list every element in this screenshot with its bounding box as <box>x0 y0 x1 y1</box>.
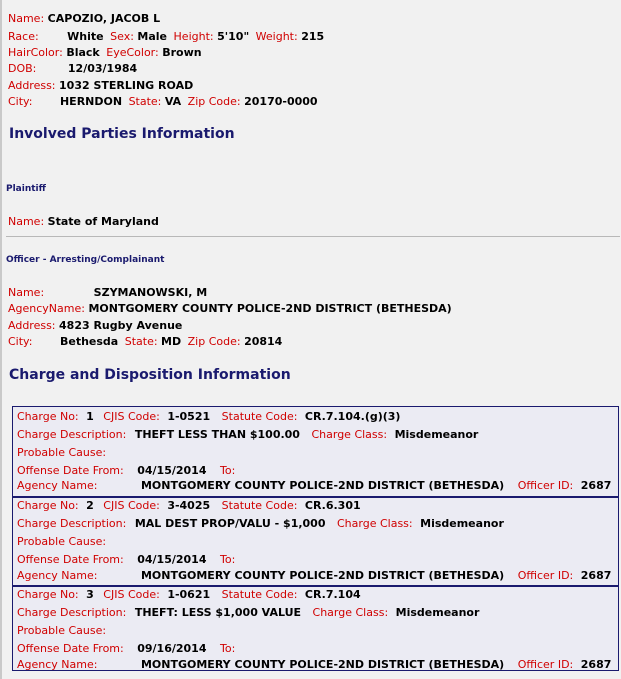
height-label: Height: <box>173 30 214 43</box>
agency-row <box>17 658 611 671</box>
defendant-dob-row <box>8 62 137 75</box>
sex-label: Sex: <box>110 30 134 43</box>
agency-label: Agency Name: <box>17 569 98 582</box>
statute-label: Statute Code: <box>221 499 298 512</box>
officer-name-label: Name: <box>8 286 45 299</box>
offense-from: 09/16/2014 <box>137 642 207 655</box>
charge-header-row <box>17 410 400 423</box>
officer-city-row <box>8 335 282 348</box>
zip-value: 20170-0000 <box>244 95 318 108</box>
officer-agency: MONTGOMERY COUNTY POLICE-2ND DISTRICT (BETHESDA) <box>88 302 452 315</box>
agency-label: Agency Name: <box>17 479 98 492</box>
charge-description: THEFT: LESS $1,000 VALUE <box>134 606 302 619</box>
officer-address-label: Address: <box>8 319 56 332</box>
charge-description-row <box>17 428 478 441</box>
offense-from-label: Offense Date From: <box>17 642 124 655</box>
agency-name: MONTGOMERY COUNTY POLICE-2ND DISTRICT (BETHESDA) <box>140 658 505 671</box>
charge-class: Misdemeanor <box>395 606 480 619</box>
offense-to-label: To: <box>219 642 236 655</box>
height-value: 5'10" <box>217 30 250 43</box>
eye-value: Brown <box>162 46 202 59</box>
probable-cause-label: Probable Cause: <box>17 535 107 548</box>
defendant-race-row <box>8 30 324 43</box>
offense-from-label: Offense Date From: <box>17 553 124 566</box>
divider <box>6 236 620 237</box>
officer-city-label: City: <box>8 335 33 348</box>
statute-code: CR.7.104.(g)(3) <box>304 410 401 423</box>
officer-id: 2687 <box>580 479 612 492</box>
charge-record <box>13 496 618 585</box>
officer-heading: Officer - Arresting/Complainant <box>6 255 165 265</box>
officer-id-label: Officer ID: <box>517 569 574 582</box>
description-label: Charge Description: <box>17 428 127 441</box>
charges-table <box>12 406 619 671</box>
description-label: Charge Description: <box>17 606 127 619</box>
charge-class: Misdemeanor <box>394 428 479 441</box>
officer-agency-row <box>8 302 452 315</box>
city-value: HERNDON <box>59 95 123 108</box>
charge-no: 2 <box>86 499 94 512</box>
dob-label: DOB: <box>8 62 37 75</box>
offense-to-label: To: <box>219 464 236 477</box>
defendant-address-row <box>8 79 193 92</box>
involved-parties-title: Involved Parties Information <box>9 126 235 142</box>
officer-zip-label: Zip Code: <box>187 335 241 348</box>
officer-zip: 20814 <box>244 335 283 348</box>
plaintiff-name: State of Maryland <box>47 215 159 228</box>
defendant-hair-row <box>8 46 202 59</box>
weight-value: 215 <box>301 30 325 43</box>
race-value: White <box>67 30 104 43</box>
offense-from: 04/15/2014 <box>137 464 207 477</box>
charge-description-row <box>17 517 504 530</box>
charge-no-label: Charge No: <box>17 410 79 423</box>
cjis-code: 1-0521 <box>167 410 211 423</box>
defendant-city-row <box>8 95 318 108</box>
charge-description: THEFT LESS THAN $100.00 <box>134 428 300 441</box>
charges-title: Charge and Disposition Information <box>9 367 291 383</box>
officer-name: SZYMANOWSKI, M <box>93 286 208 299</box>
agency-row <box>17 479 611 492</box>
officer-id: 2687 <box>580 569 612 582</box>
hair-label: HairColor: <box>8 46 63 59</box>
statute-label: Statute Code: <box>221 410 298 423</box>
probable-cause-row <box>17 624 106 637</box>
class-label: Charge Class: <box>311 428 388 441</box>
eye-label: EyeColor: <box>106 46 159 59</box>
charge-no-label: Charge No: <box>17 588 79 601</box>
charge-record <box>13 407 618 496</box>
plaintiff-heading: Plaintiff <box>6 184 46 194</box>
class-label: Charge Class: <box>312 606 389 619</box>
officer-id-label: Officer ID: <box>517 479 574 492</box>
offense-date-row <box>17 553 235 566</box>
probable-cause-label: Probable Cause: <box>17 446 107 459</box>
probable-cause-row <box>17 535 106 548</box>
offense-date-row <box>17 464 235 477</box>
address-label: Address: <box>8 79 56 92</box>
sex-value: Male <box>137 30 168 43</box>
officer-id-label: Officer ID: <box>517 658 574 671</box>
agency-name: MONTGOMERY COUNTY POLICE-2ND DISTRICT (BETHESDA) <box>140 479 505 492</box>
name-label: Name: <box>8 12 45 25</box>
charge-description: MAL DEST PROP/VALU - $1,000 <box>134 517 326 530</box>
cjis-code: 3-4025 <box>167 499 211 512</box>
officer-address-row <box>8 319 182 332</box>
charge-class: Misdemeanor <box>420 517 504 530</box>
charge-no: 1 <box>86 410 94 423</box>
agency-name: MONTGOMERY COUNTY POLICE-2ND DISTRICT (BETHESDA) <box>140 569 505 582</box>
state-label: State: <box>128 95 162 108</box>
charge-no-label: Charge No: <box>17 499 79 512</box>
statute-code: CR.6.301 <box>304 499 361 512</box>
defendant-name-row <box>8 12 160 25</box>
officer-state-label: State: <box>124 335 158 348</box>
agency-label: Agency Name: <box>17 658 98 671</box>
defendant-name: CAPOZIO, JACOB L <box>47 12 161 25</box>
address-value: 1032 STERLING ROAD <box>59 79 194 92</box>
weight-label: Weight: <box>255 30 298 43</box>
zip-label: Zip Code: <box>187 95 241 108</box>
officer-name-row <box>8 286 207 299</box>
charge-record <box>13 585 618 671</box>
charge-description-row <box>17 606 479 619</box>
dob-value: 12/03/1984 <box>67 62 138 75</box>
plaintiff-name-label: Name: <box>8 215 45 228</box>
offense-from: 04/15/2014 <box>137 553 207 566</box>
cjis-label: CJIS Code: <box>103 410 160 423</box>
agency-row <box>17 569 611 582</box>
plaintiff-name-row <box>8 215 159 228</box>
charge-no: 3 <box>86 588 94 601</box>
state-value: VA <box>164 95 182 108</box>
offense-date-row <box>17 642 235 655</box>
description-label: Charge Description: <box>17 517 127 530</box>
race-label: Race: <box>8 30 39 43</box>
probable-cause-label: Probable Cause: <box>17 624 107 637</box>
officer-address: 4823 Rugby Avenue <box>59 319 183 332</box>
statute-code: CR.7.104 <box>304 588 361 601</box>
offense-to-label: To: <box>219 553 236 566</box>
officer-id: 2687 <box>580 658 612 671</box>
statute-label: Statute Code: <box>221 588 298 601</box>
probable-cause-row <box>17 446 106 459</box>
officer-state: MD <box>161 335 182 348</box>
city-label: City: <box>8 95 33 108</box>
hair-value: Black <box>66 46 100 59</box>
cjis-code: 1-0621 <box>167 588 211 601</box>
cjis-label: CJIS Code: <box>103 499 160 512</box>
cjis-label: CJIS Code: <box>103 588 160 601</box>
class-label: Charge Class: <box>337 517 413 530</box>
offense-from-label: Offense Date From: <box>17 464 124 477</box>
charge-header-row <box>17 499 361 512</box>
officer-city: Bethesda <box>59 335 119 348</box>
charge-header-row <box>17 588 361 601</box>
officer-agency-label: AgencyName: <box>8 302 85 315</box>
